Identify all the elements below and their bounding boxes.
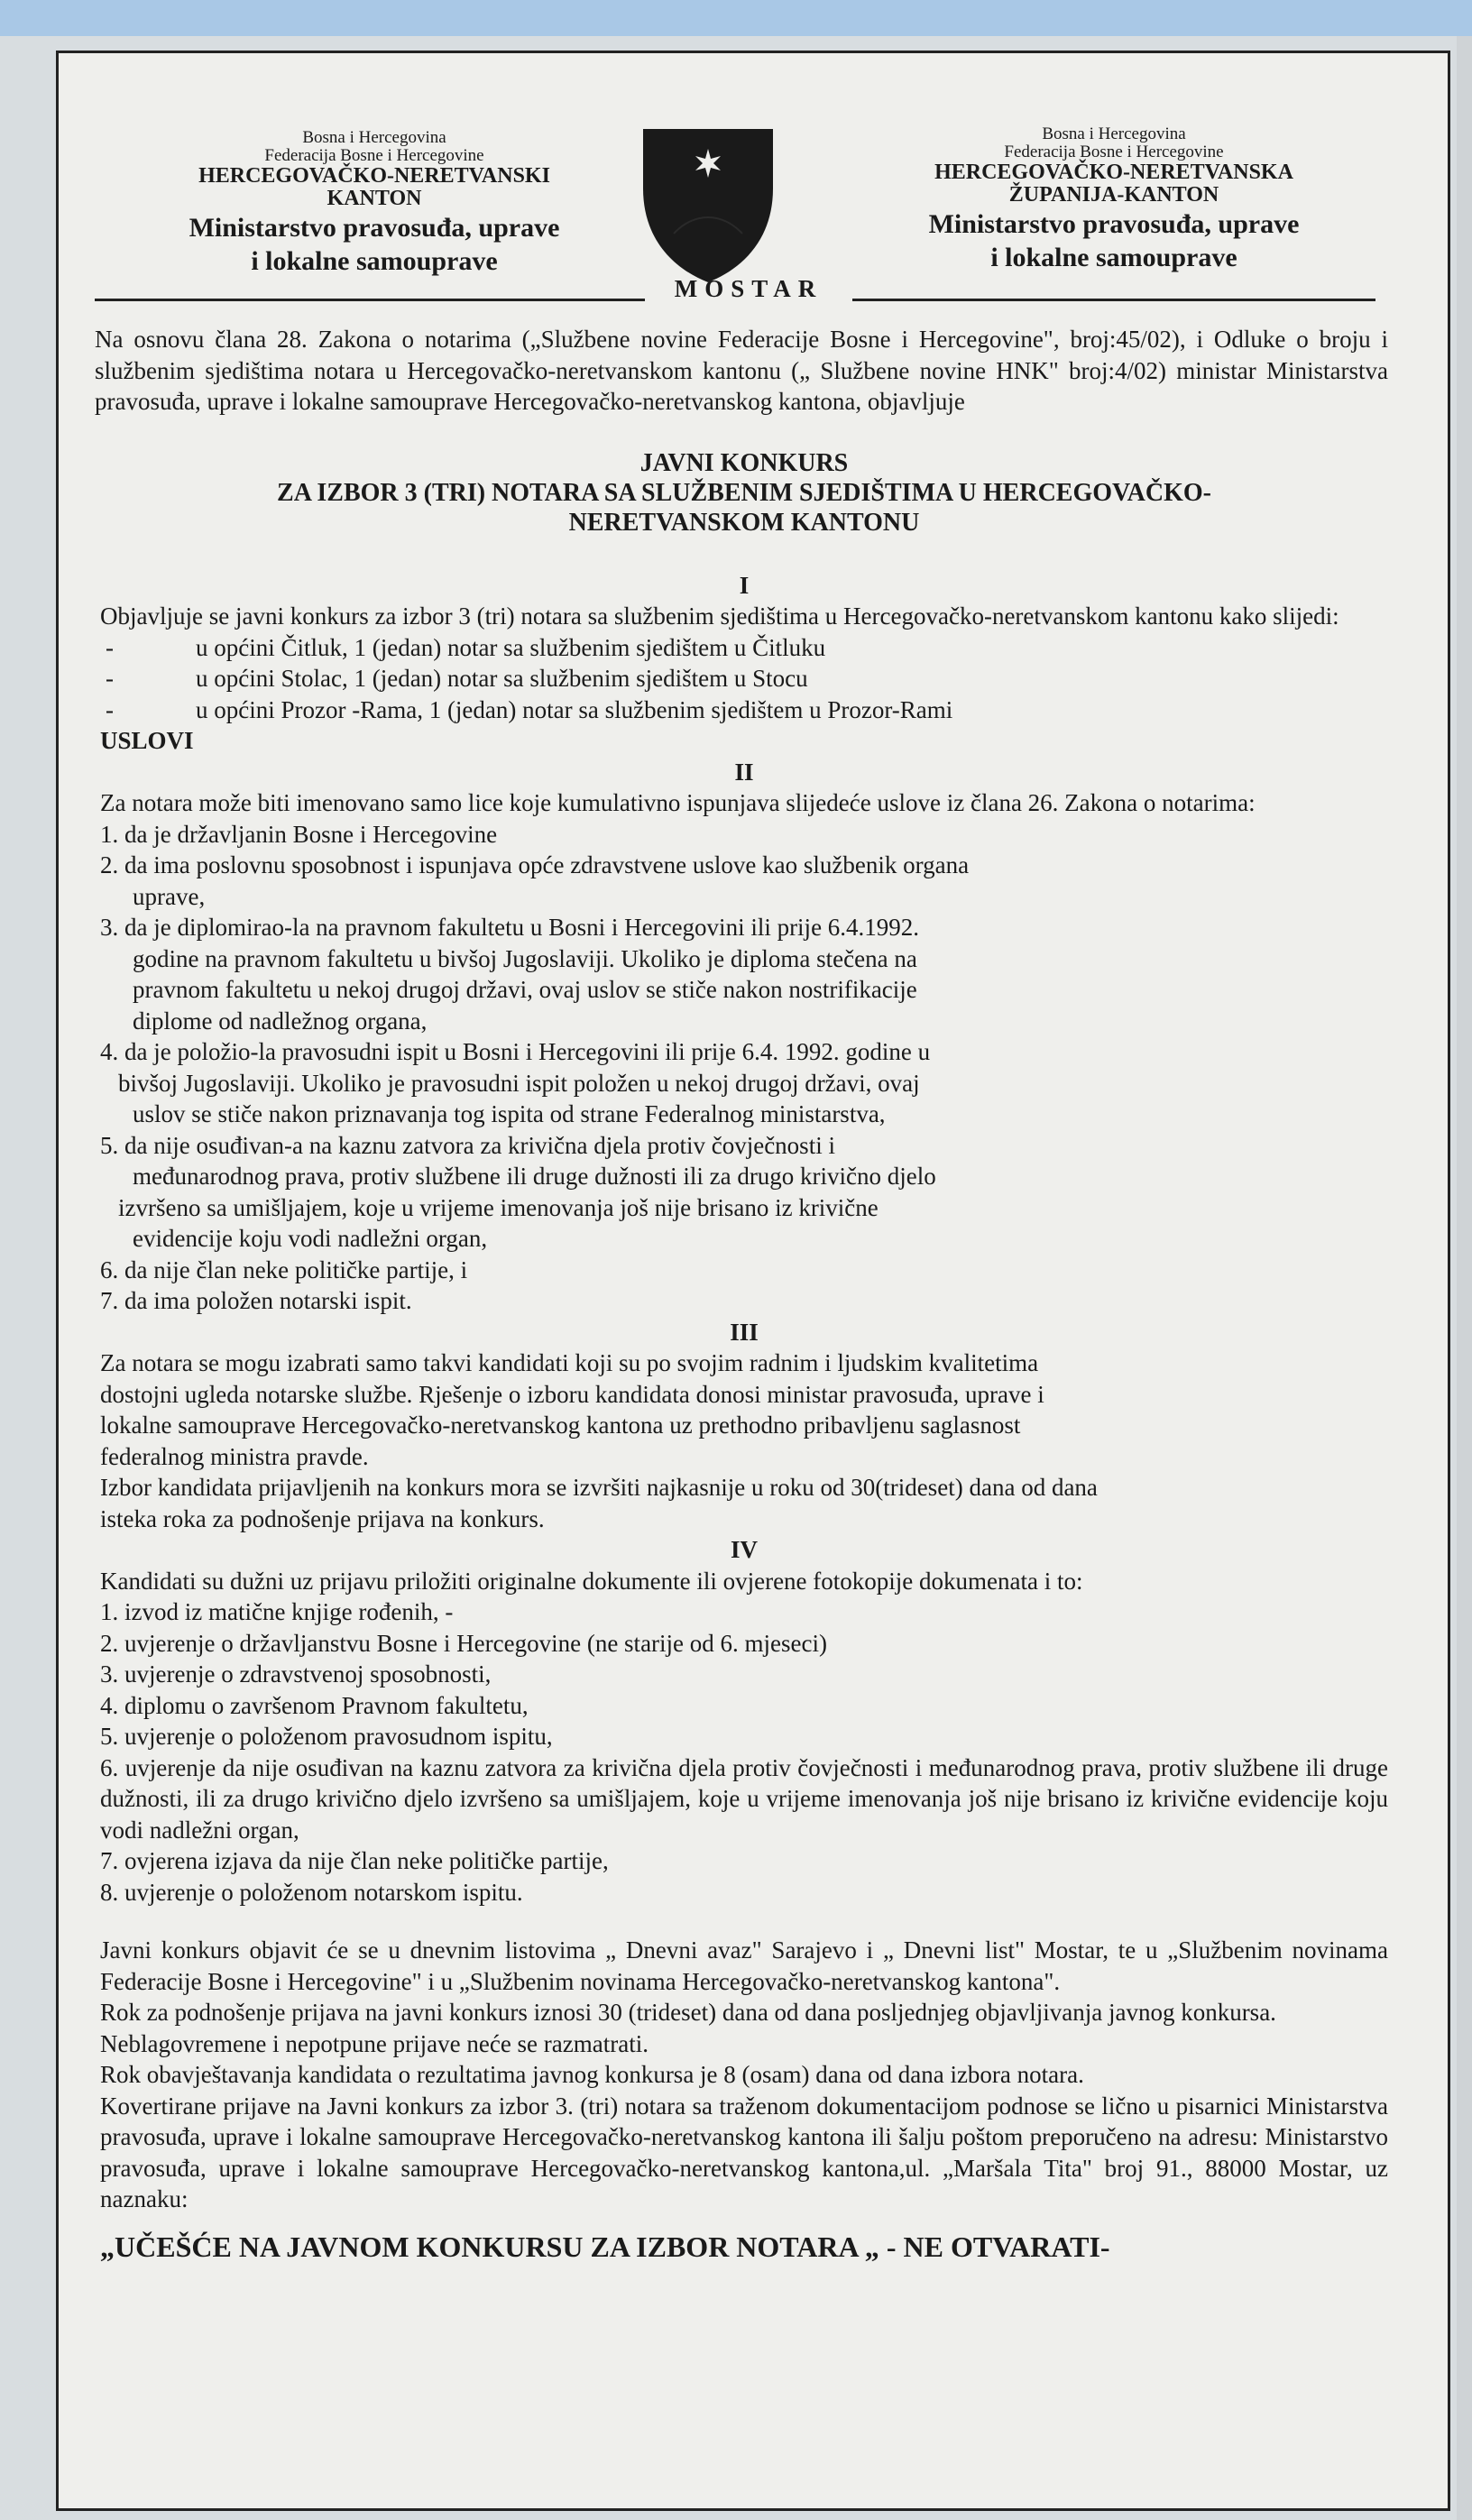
coat-of-arms-icon xyxy=(639,125,777,284)
letterhead-left xyxy=(122,129,627,276)
list-item: 1. da je državljanin Bosne i Hercegovine xyxy=(100,820,498,848)
list-item: 5. uvjerenje o položenom pravosudnom ispitu, xyxy=(100,1723,553,1750)
letterhead-right xyxy=(852,125,1375,272)
list-item: 2. da ima poslovnu sposobnost i ispunjava opće zdravstvene uslove kao službenik organa xyxy=(100,851,970,878)
canton-name-right: HERCEGOVAČKO-NERETVANSKA xyxy=(934,160,1293,184)
list-item: 4. diplomu o završenom Pravnom fakultetu, xyxy=(100,1691,529,1719)
list-item-cont: izvršeno sa umišljajem, koje u vrijeme imenovanja još nije brisano iz krivične xyxy=(118,1193,879,1221)
notice-page xyxy=(56,51,1450,2511)
canton-name: HERCEGOVAČKO-NERETVANSKI xyxy=(198,163,550,188)
list-item-cont: pravnom fakultetu u nekoj drugoj državi, ovaj uslov se stiče nakon nostrifikacije xyxy=(133,976,917,1003)
section-3-line: federalnog ministra pravde. xyxy=(100,1442,369,1470)
list-item: 3. da je diplomirao-la na pravnom fakultetu u Bosni i Hercegovini ili prije 6.4.1992. xyxy=(100,914,920,941)
adjacent-page-edge xyxy=(1457,36,1472,2520)
list-item-cont: evidencije koju vodi nadležni organ, xyxy=(133,1225,488,1252)
section-3-line: isteka roka za podnošenje prijava na konkurs. xyxy=(100,1504,545,1532)
closing-paragraph: Rok obavještavanja kandidata o rezultatima javnog konkursa je 8 (osam) dana od dana izbora notara. xyxy=(100,2061,1084,2088)
section-heading-2: II xyxy=(734,758,754,786)
list-item: 2. uvjerenje o državljanstvu Bosne i Hercegovine (ne starije od 6. mjeseci) xyxy=(100,1629,827,1657)
list-item: - u općini Stolac, 1 (jedan) notar sa službenim sjedištem u Stocu xyxy=(106,665,808,692)
section-1-text: Objavljuje se javni konkurs za izbor 3 (tri) notara sa službenim sjedištima u Hercegovačko-neretvanskom kantonu kako slijedi: xyxy=(100,602,1339,630)
list-item: 3. uvjerenje o zdravstvenoj sposobnosti, xyxy=(100,1660,492,1688)
section-heading-1: I xyxy=(739,571,750,599)
city-name: MOSTAR xyxy=(674,275,823,302)
top-color-band xyxy=(0,0,1472,36)
conditions-heading: USLOVI xyxy=(100,727,194,754)
ministry-name-cont-right: i lokalne samouprave xyxy=(990,242,1237,272)
section-3-line: Izbor kandidata prijavljenih na konkurs mora se izvršiti najkasnije u roku od 30(trideset) dana od dana xyxy=(100,1474,1098,1501)
list-item-cont: uprave, xyxy=(133,882,206,910)
country-name-right: Bosna i Hercegovina xyxy=(1042,124,1186,143)
ministry-name-cont: i lokalne samouprave xyxy=(251,245,498,276)
notice-title xyxy=(100,448,1388,538)
list-item-cont: diplome od nadležnog organa, xyxy=(133,1007,428,1035)
list-item-cont: bivšoj Jugoslaviji. Ukoliko je pravosudni ispit položen u nekoj drugoj državi, ovaj xyxy=(118,1069,920,1097)
list-item-cont: godine na pravnom fakultetu u bivšoj Jugoslaviji. Ukoliko je diploma stečena na xyxy=(133,944,917,972)
closing-paragraph: Kovertirane prijave na Javni konkurs za izbor 3. (tri) notara sa traženom dokumentacijom podnose se lično u pisarnici Ministarstva pravosuđa, uprave i lokalne samouprave Hercegovačko-neretvanskog kantona ili šalju poštom preporučeno na adresu: Ministarstvo pravosuđa, uprave i lokalne samouprave Hercegovačko-neretvanskog kantona,ul. „Maršala Tita" broj 91., 88000 Mostar, uz naznaku: xyxy=(100,2092,1388,2212)
intro-paragraph: Na osnovu člana 28. Zakona o notarima („Službene novine Federacije Bosne i Hercegovine", broj:45/02), i Odluke o broju i službenim sjedištima notara u Hercegovačko-neretvanskom kantonu („ Službene novine HNK" broj:4/02) ministar Ministarstva pravosuđa, uprave i lokalne samouprave Hercegovačko-neretvanskog kantona, objavljuje xyxy=(95,326,1388,415)
list-item-cont: međunarodnog prava, protiv službene ili druge dužnosti ili za drugo krivično djelo xyxy=(133,1163,936,1190)
section-heading-4: IV xyxy=(730,1536,758,1563)
title-line-1: JAVNI KONKURS xyxy=(639,448,849,477)
notice-body xyxy=(95,324,1388,2263)
list-item: 6. uvjerenje da nije osuđivan na kaznu zatvora za krivična djela protiv čovječnosti i međunarodnog prava, protiv službene ili druge dužnosti, ili za drugo krivično djelo izvršeno sa umišljajem, koje u vrijeme imenovanja još nije brisano iz krivične evidencije koju vodi nadležni organ, xyxy=(100,1753,1388,1844)
section-3-line: lokalne samouprave Hercegovačko-neretvanskog kantona uz prethodno pribavljenu saglasnost xyxy=(100,1412,1021,1439)
list-item: 1. izvod iz matične knjige rođenih, - xyxy=(100,1598,454,1625)
list-item: - u općini Prozor -Rama, 1 (jedan) notar sa službenim sjedištem u Prozor-Rami xyxy=(106,695,953,723)
header-rule-left xyxy=(95,299,645,301)
ministry-name-right: Ministarstvo pravosuđa, uprave xyxy=(928,209,1300,240)
list-item: 8. uvjerenje o položenom notarskom ispitu. xyxy=(100,1878,523,1906)
canton-suffix-right: ŽUPANIJA-KANTON xyxy=(1008,183,1219,207)
federation-name-right: Federacija Bosne i Hercegovine xyxy=(1004,142,1224,161)
letterhead xyxy=(59,89,1448,306)
list-item: - u općini Čitluk, 1 (jedan) notar sa službenim sjedištem u Čitluku xyxy=(106,633,826,661)
header-rule-right xyxy=(852,299,1375,301)
closing-paragraph: Rok za podnošenje prijava na javni konkurs iznosi 30 (trideset) dana od dana posljednjeg objavljivanja javnog konkursa. xyxy=(100,1999,1276,2026)
list-item: 7. ovjerena izjava da nije član neke političke partije, xyxy=(100,1847,609,1874)
ministry-name: Ministarstvo pravosuđa, uprave xyxy=(189,213,560,244)
list-item: 7. da ima položen notarski ispit. xyxy=(100,1287,412,1314)
section-3-line: dostojni ugleda notarske službe. Rješenje o izboru kandidata donosi ministar pravosuđa, uprave i xyxy=(100,1380,1044,1408)
closing-paragraph: Neblagovremene i nepotpune prijave neće se razmatrati. xyxy=(100,2029,649,2057)
title-line-2: ZA IZBOR 3 (TRI) NOTARA SA SLUŽBENIM SJEDIŠTIMA U HERCEGOVAČKO- xyxy=(277,478,1211,507)
country-name: Bosna i Hercegovina xyxy=(302,128,446,147)
envelope-marking: „UČEŠĆE NA JAVNOM KONKURSU ZA IZBOR NOTARA „ - NE OTVARATI- xyxy=(100,2230,1110,2263)
list-item-cont: uslov se stiče nakon priznavanja tog ispita od strane Federalnog ministarstva, xyxy=(133,1100,886,1127)
list-item: 6. da nije član neke političke partije, i xyxy=(100,1255,468,1283)
federation-name: Federacija Bosne i Hercegovine xyxy=(264,145,484,165)
section-3-line: Za notara se mogu izabrati samo takvi kandidati koji su po svojim radnim i ljudskim kvalitetima xyxy=(100,1349,1039,1376)
spacer xyxy=(100,1908,1388,1935)
section-2-text: Za notara može biti imenovano samo lice koje kumulativno ispunjava slijedeće uslove iz člana 26. Zakona o notarima: xyxy=(100,789,1256,816)
canton-suffix: KANTON xyxy=(327,187,422,211)
section-heading-3: III xyxy=(730,1318,759,1346)
list-item: 5. da nije osuđivan-a na kaznu zatvora za krivična djela protiv čovječnosti i xyxy=(100,1131,835,1159)
closing-paragraph: Javni konkurs objavit će se u dnevnim listovima „ Dnevni avaz" Sarajevo i „ Dnevni list" Mostar, te u „Službenim novinama Federacije Bosne i Hercegovine" i u „Službenim novinama Hercegovačko-neretvanskog kantona". xyxy=(100,1936,1388,1995)
section-4-text: Kandidati su dužni uz prijavu priložiti originalne dokumente ili ovjerene fotokopije dokumenata i to: xyxy=(100,1567,1083,1595)
list-item: 4. da je položio-la pravosudni ispit u Bosni i Hercegovini ili prije 6.4. 1992. godine u xyxy=(100,1038,931,1065)
title-line-3: NERETVANSKOM KANTONU xyxy=(568,508,920,537)
